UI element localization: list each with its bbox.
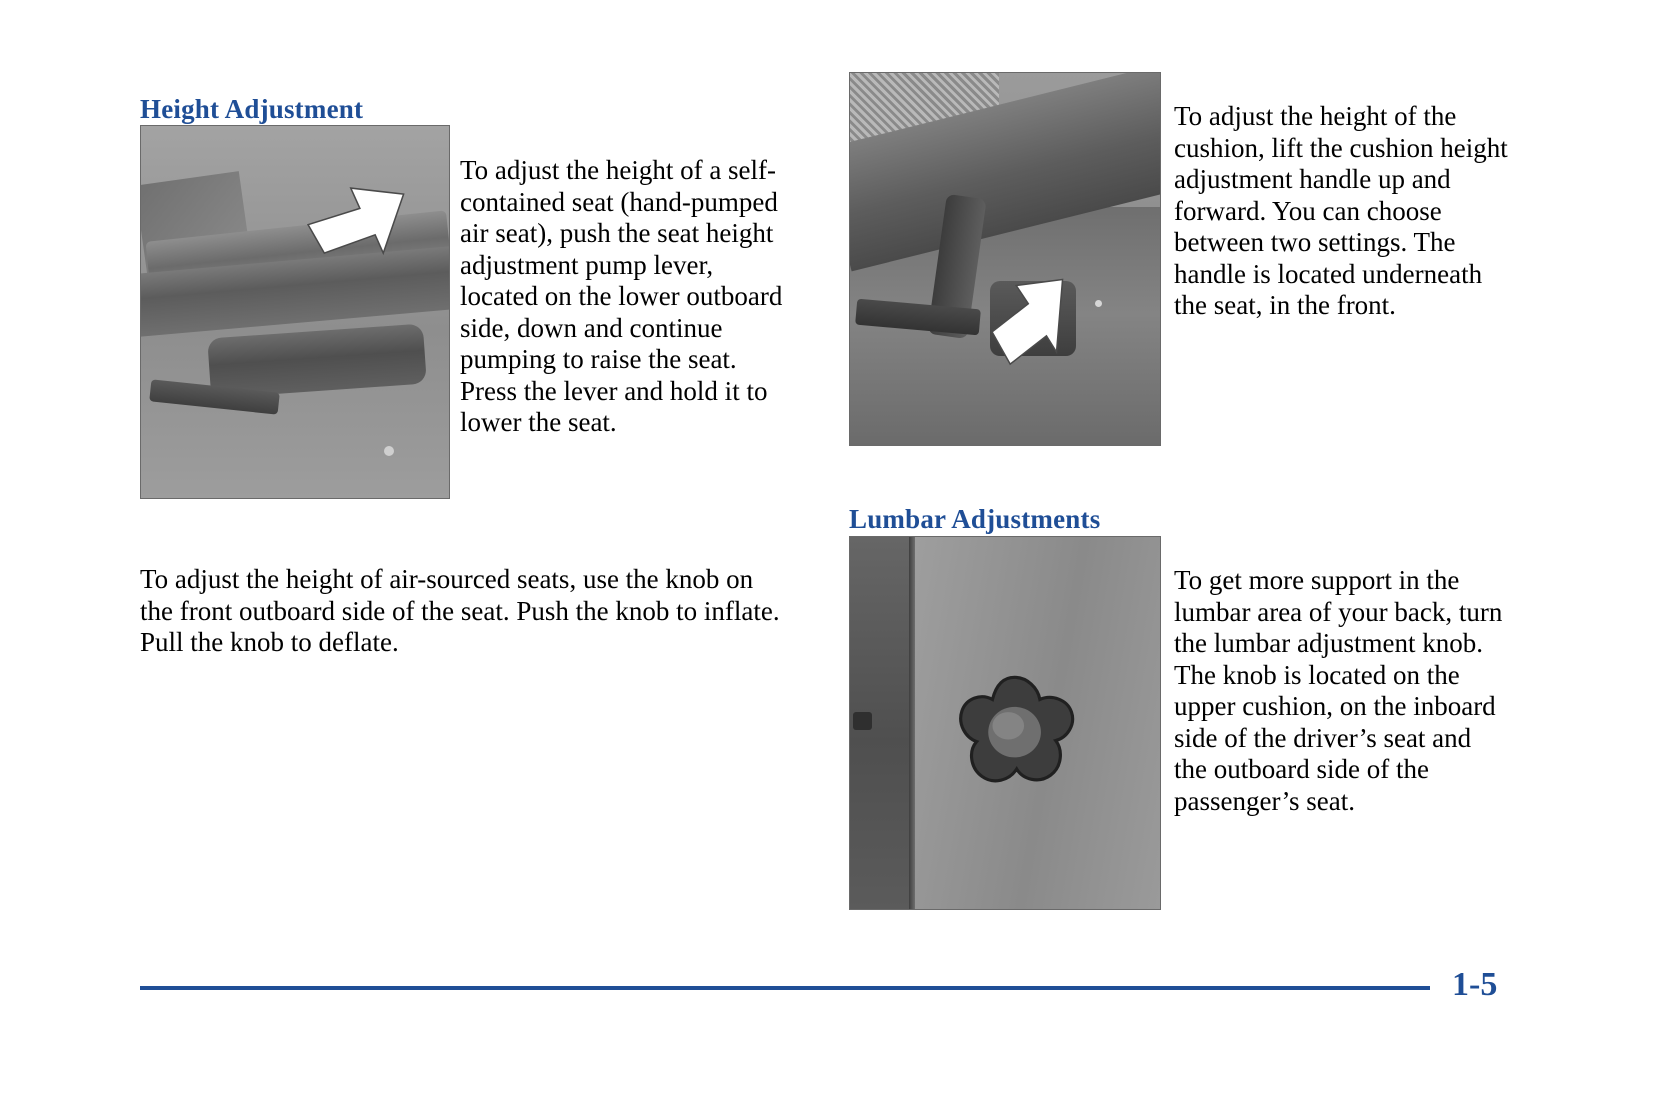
footer-divider <box>140 986 1430 990</box>
cushion-height-handle-photo <box>849 72 1161 446</box>
lumbar-section-paragraph-2: To get more support in the lumbar area of your back, turn the lumbar adjustment knob. The knob is located on the upper cushion, on the inboard side of the driver’s seat and the outboard side of the passenger’s seat. <box>1174 565 1503 816</box>
height-adjustment-paragraph-1: To adjust the height of a self-contained seat (hand-pumped air seat), push the seat height adjustment pump lever, located on the lower outboard side, down and continue pumping to raise the seat. Press the lever and hold it to lower the seat. <box>460 155 783 437</box>
lumbar-adjustment-knob-photo <box>849 536 1161 910</box>
lumbar-knob-icon <box>934 671 1095 797</box>
page-number: 1-5 <box>1452 966 1498 1003</box>
seat-height-pump-lever-photo <box>140 125 450 499</box>
page-heading-lumbar-adjustments: Lumbar Adjustments <box>849 504 1101 535</box>
page-heading-height-adjustment: Height Adjustment <box>140 94 364 125</box>
photo-content <box>141 126 449 498</box>
photo-highlight-dot <box>1095 300 1102 307</box>
height-adjustment-paragraph-2: To adjust the height of air-sourced seats, use the knob on the front outboard side of the seat. Push the knob to inflate. Pull the knob to deflate. <box>140 564 780 657</box>
photo-content <box>850 73 1160 445</box>
photo-content <box>850 537 1160 909</box>
lumbar-section-paragraph-1: To adjust the height of the cushion, lift the cushion height adjustment handle up and forward. You can choose between two settings. The handle is located underneath the seat, in the front. <box>1174 101 1508 320</box>
photo-panel-notch <box>853 712 872 731</box>
pointer-arrow-icon <box>304 178 406 267</box>
pointer-arrow-icon <box>986 266 1067 378</box>
